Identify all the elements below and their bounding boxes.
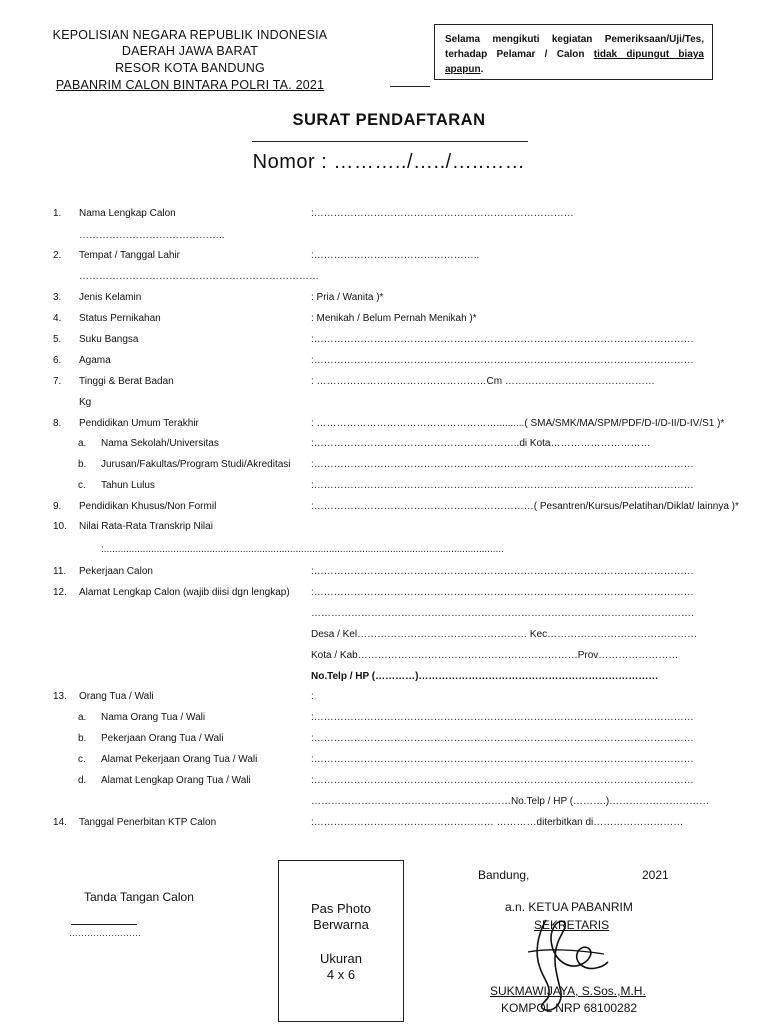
field-value[interactable]: :…………………………………………………………………… — [311, 208, 574, 219]
field-number: 10. — [53, 521, 67, 532]
field-value-continued[interactable]: :................................................................................................................................................ — [101, 544, 504, 555]
applicant-signature-label: Tanda Tangan Calon — [84, 890, 194, 904]
field-label: Pendidikan Umum Terakhir — [79, 418, 199, 429]
field-label: Nama Orang Tua / Wali — [101, 712, 206, 723]
field-value[interactable]: :…………………………………………………………………………………………………… — [311, 754, 694, 765]
signing-place: Bandung, — [478, 868, 530, 882]
field-number: 6. — [53, 355, 62, 366]
field-value[interactable]: :………………………………………….. — [311, 250, 480, 261]
header-line-4: PABANRIM CALON BINTARA POLRI TA. 2021 — [55, 78, 325, 92]
photo-placeholder — [278, 860, 404, 1022]
field-label: Tanggal Penerbitan KTP Calon — [79, 817, 217, 828]
field-letter: a. — [78, 438, 87, 449]
field-label: Pekerjaan Calon — [79, 566, 153, 577]
notice-box — [434, 24, 713, 80]
field-letter: b. — [78, 459, 87, 470]
field-value[interactable]: :…………………………………………………………………………………………………… — [311, 733, 694, 744]
field-value[interactable]: Kota / Kab…………………………………………………………Prov…………………… — [311, 650, 679, 661]
field-number: 5. — [53, 334, 62, 345]
field-value-continued[interactable]: ……………………………………………………………… — [79, 271, 319, 282]
field-label: Suku Bangsa — [79, 334, 139, 345]
field-label: Orang Tua / Wali — [79, 691, 154, 702]
header-line-1: KEPOLISIAN NEGARA REPUBLIK INDONESIA — [52, 28, 328, 42]
official-name: SUKMAWIJAYA, S.Sos.,M.H. — [490, 984, 646, 998]
field-number: 8. — [53, 418, 62, 429]
field-value[interactable]: :…………………………………………………………………………………………………… — [311, 459, 694, 470]
header-line-3: RESOR KOTA BANDUNG — [115, 61, 265, 75]
field-label: Agama — [79, 355, 111, 366]
document-number: Nomor : ………../…../…..…… — [252, 151, 526, 173]
field-value[interactable]: : Menikah / Belum Pernah Menikah )* — [311, 313, 477, 324]
field-value[interactable]: ……………………………………………………………………………………………………. — [311, 608, 694, 619]
official-title-line-2: SEKRETARIS — [534, 918, 610, 932]
field-value[interactable]: : Pria / Wanita )* — [311, 292, 384, 303]
field-value[interactable]: : ………………………………………………..........( SMA/SMK/MA/SPM/PDF/D-I/D-II/D-IV/S1 )* — [311, 418, 725, 429]
field-label: Alamat Pekerjaan Orang Tua / Wali — [101, 754, 258, 765]
notice-text: Selama mengikuti kegiatan Pemeriksaan/Uji/Tes, terhadap Pelamar / Calon — [445, 34, 704, 60]
field-label: Pekerjaan Orang Tua / Wali — [101, 733, 224, 744]
field-number: 11. — [53, 566, 67, 577]
field-label: Jenis Kelamin — [79, 292, 142, 303]
field-label: Nama Sekolah/Universitas — [101, 438, 219, 449]
field-value[interactable]: Desa / Kel…………………………………………… Kec……………………………………… — [311, 629, 698, 640]
field-letter: d. — [78, 775, 87, 786]
photo-label-4: 4 x 6 — [326, 967, 356, 982]
official-title-line-1: a.n. KETUA PABANRIM — [505, 900, 633, 914]
field-value-continued[interactable]: …………………………………….. — [79, 230, 225, 241]
applicant-signature-dots[interactable]: …………………… — [69, 928, 141, 938]
photo-label-3: Ukuran — [320, 951, 362, 966]
field-number: 4. — [53, 313, 62, 324]
field-number: 2. — [53, 250, 62, 261]
notice-underlined-text: tidak dipungut biaya apapun — [445, 49, 704, 75]
field-number: 12. — [53, 587, 67, 598]
header-line-2: DAERAH JAWA BARAT — [121, 44, 259, 58]
field-number: 13. — [53, 691, 67, 702]
field-unit: Kg — [79, 397, 92, 408]
field-value[interactable]: :…………………………………………………………………………………………………… — [311, 355, 694, 366]
signing-year: 2021 — [642, 868, 669, 882]
field-number: 7. — [53, 376, 62, 387]
field-value[interactable]: :……………………………………………… …………diterbitkan di……………………… — [311, 817, 684, 828]
field-value[interactable]: ……………………………………………………No.Telp / HP (……….)………………………… — [311, 796, 710, 807]
field-value[interactable]: : ……………………………………………Cm ……………………………………… — [311, 376, 655, 387]
official-rank: KOMPOL NRP 68100282 — [501, 1001, 638, 1015]
field-number: 1. — [53, 208, 62, 219]
header-short-rule — [390, 86, 430, 87]
field-label: Status Pernikahan — [79, 313, 161, 324]
title-underline — [252, 141, 528, 142]
field-label: Alamat Lengkap Orang Tua / Wali — [101, 775, 251, 786]
field-value[interactable]: :…………………………………………………………………………………………………… — [311, 775, 694, 786]
field-letter: a. — [78, 712, 87, 723]
field-label: Tahun Lulus — [101, 480, 155, 491]
field-label: Pendidikan Khusus/Non Formil — [79, 501, 217, 512]
field-label: Jurusan/Fakultas/Program Studi/Akreditasi — [101, 459, 291, 470]
field-value[interactable]: :…………………………………………………………………………………………………… — [311, 712, 694, 723]
field-label: Tempat / Tanggal Lahir — [79, 250, 180, 261]
field-number: 14. — [53, 817, 67, 828]
field-letter: c. — [78, 754, 86, 765]
field-value[interactable]: :…………………………………………………………( Pesantren/Kursus/Pelatihan/Diklat/ lainnya )* — [311, 501, 739, 512]
notice-end: . — [480, 64, 484, 75]
field-label: Tinggi & Berat Badan — [79, 376, 174, 387]
field-label: Alamat Lengkap Calon (wajib diisi dgn lengkap) — [79, 587, 290, 598]
field-value[interactable]: :…………………………………………………………………………………………………… — [311, 480, 694, 491]
field-value[interactable]: No.Telp / HP (…………)……………………………………………………………… — [311, 671, 659, 682]
field-value[interactable]: :……………………………………………………..di Kota………………………… — [311, 438, 651, 449]
document-title: SURAT PENDAFTARAN — [292, 111, 486, 129]
field-value[interactable]: :…………………………………………………………………………………………………… — [311, 334, 694, 345]
field-value: : — [311, 691, 314, 702]
photo-label-1: Pas Photo — [311, 901, 371, 916]
field-value[interactable]: :…………………………………………………………………………………………………… — [311, 587, 694, 598]
field-number: 9. — [53, 501, 62, 512]
field-label: Nilai Rata-Rata Transkrip Nilai — [79, 521, 213, 532]
field-letter: b. — [78, 733, 87, 744]
photo-label-2: Berwarna — [313, 917, 369, 932]
applicant-signature-line — [71, 924, 137, 925]
field-label: Nama Lengkap Calon — [79, 208, 176, 219]
field-number: 3. — [53, 292, 62, 303]
field-letter: c. — [78, 480, 86, 491]
field-value[interactable]: :…………………………………………………………………………………………………… — [311, 566, 694, 577]
